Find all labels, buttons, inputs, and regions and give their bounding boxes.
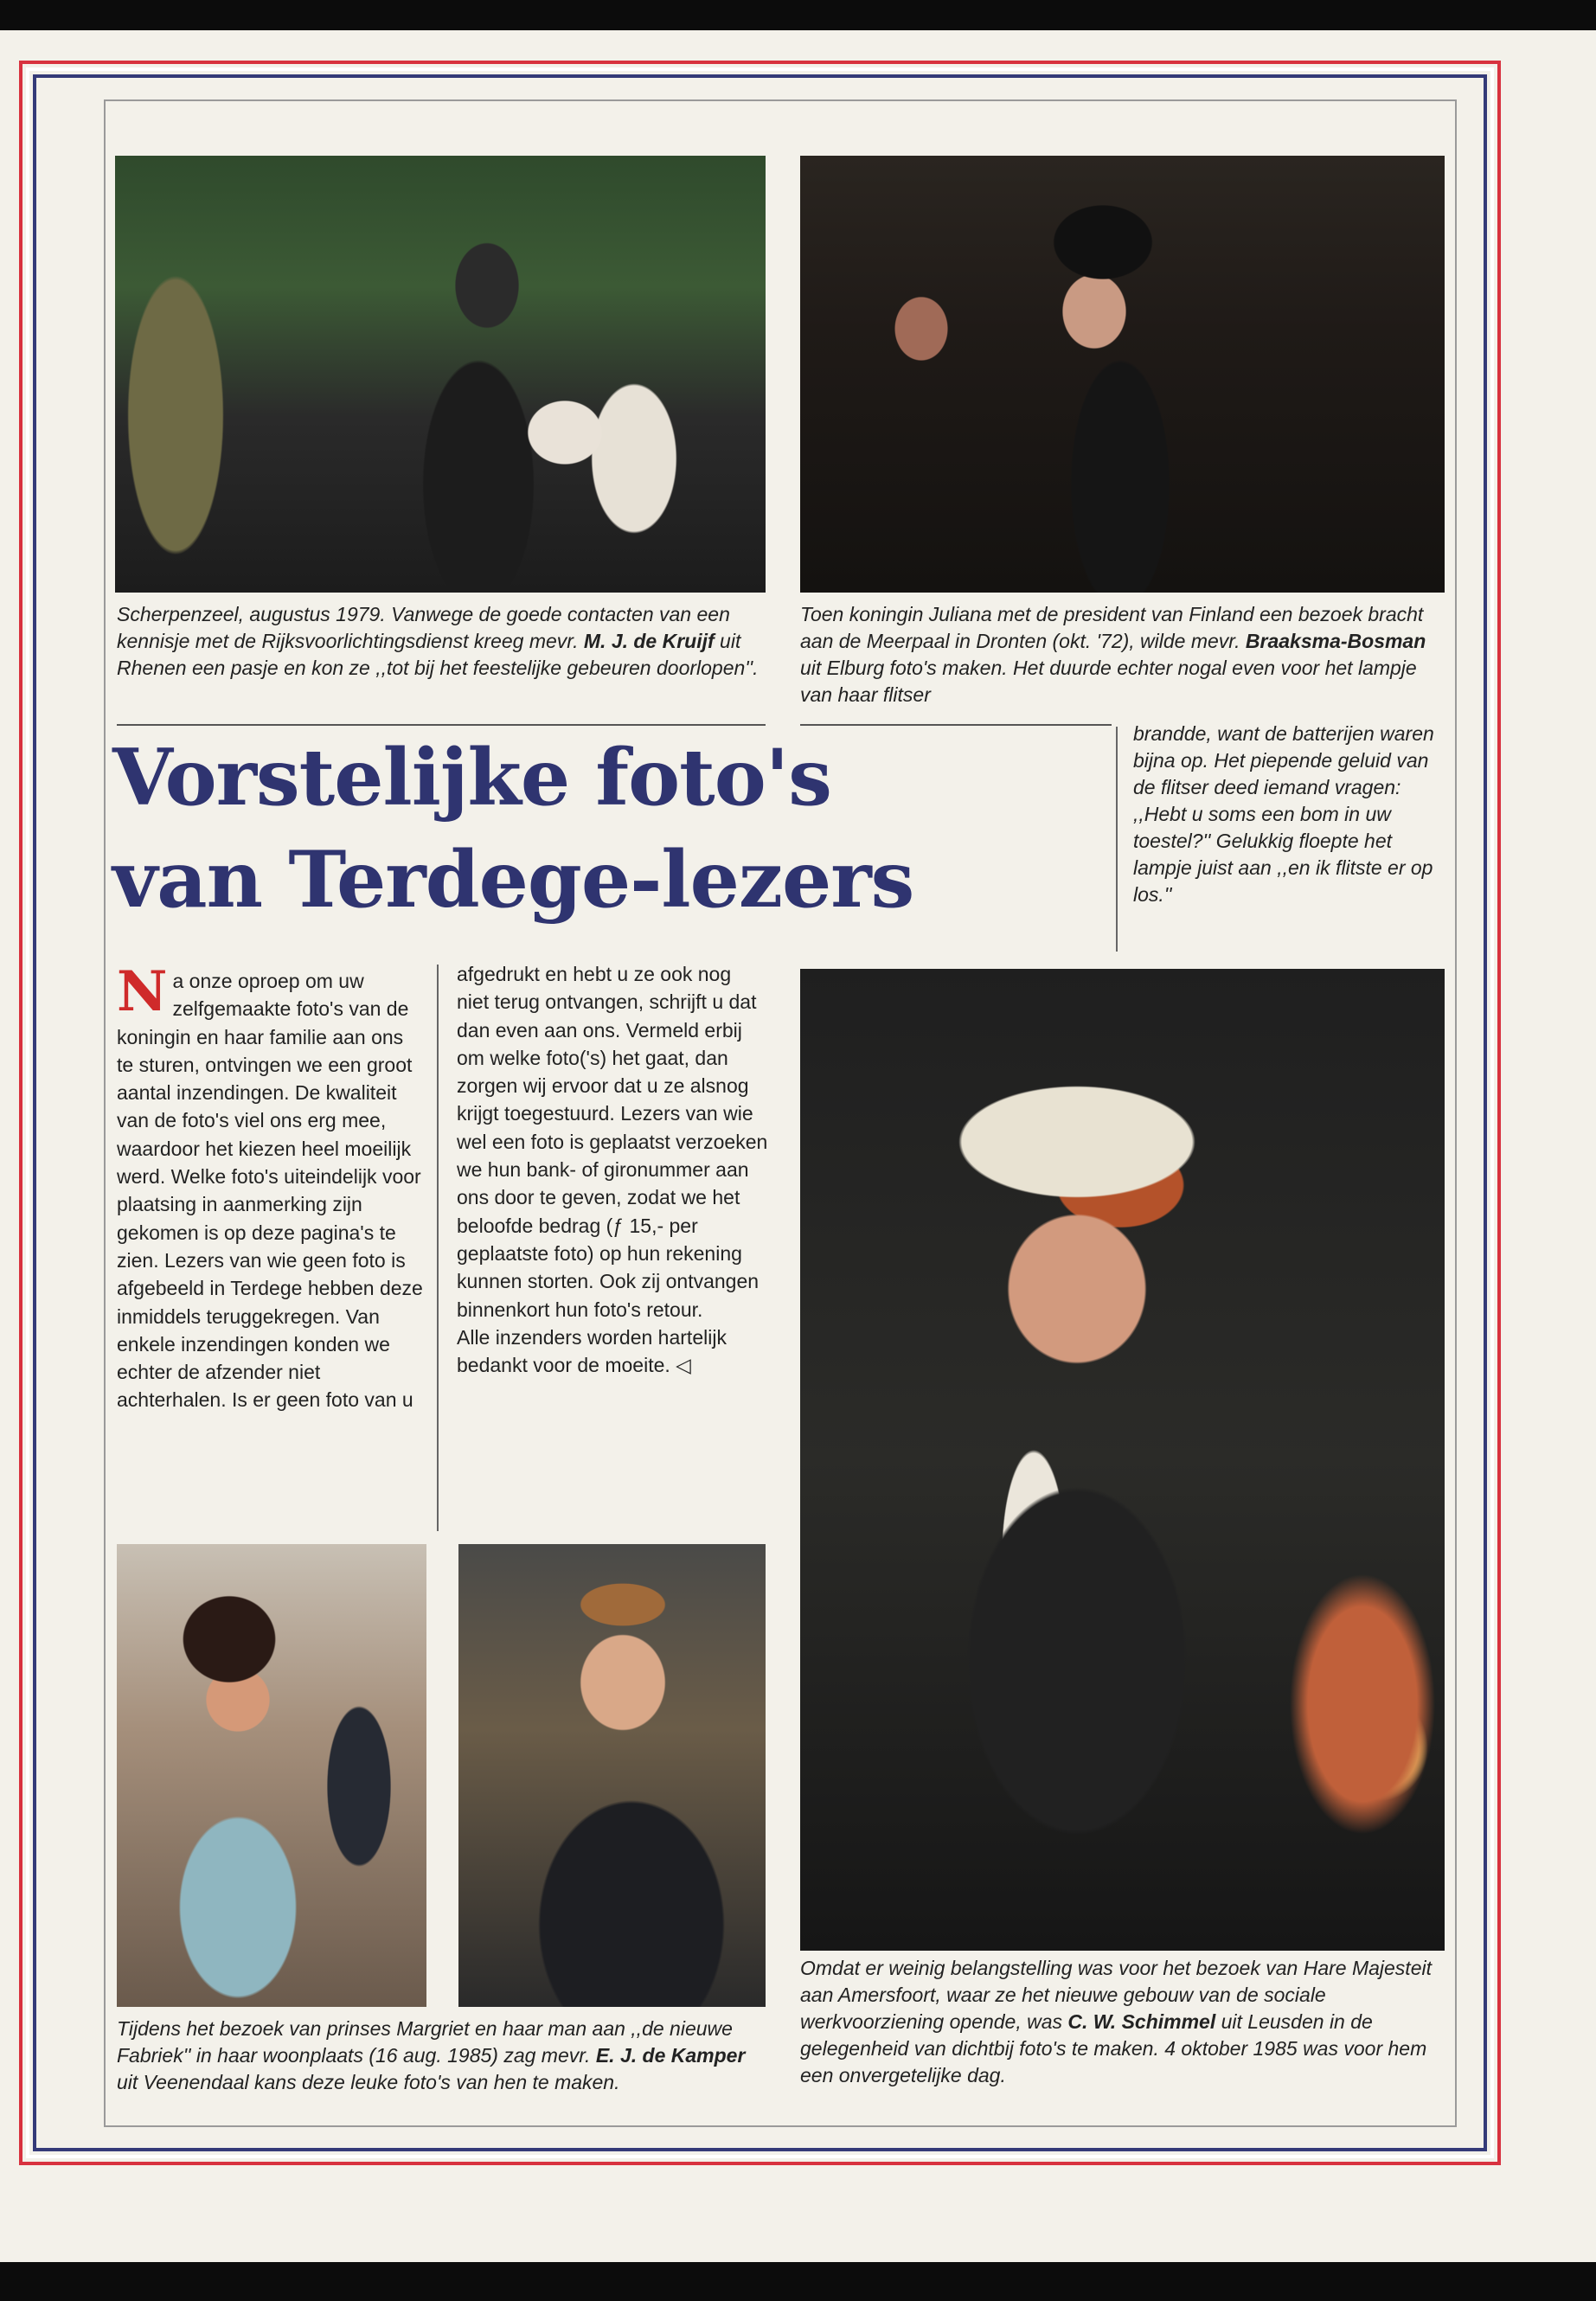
photo-top-left [115,156,766,593]
sidebar-rule [1116,727,1118,952]
caption-top-right: Toen koningin Juliana met de president van Finland een bezoek bracht aan de Meerpaal in Dronten (okt. '72), wilde mevr. Braaksma-Bosman uit Elburg foto's maken. Het duurde echter nogal even voor het lampje van haar flitser [800,603,1426,706]
article-title: Vorstelijke foto's van Terdege-lezers [112,732,914,926]
caption-top-right-continued: brandde, want de batterijen waren bijna op. Het piepende geluid van de flitser deed iemand vragen: ,,Hebt u soms een bom in uw toestel?'' Gelukkig floepte het lampje juist aan ,,en ik flitste er op los.'' [1133,722,1434,906]
rule-right [800,724,1112,726]
caption-bottom-pair: Tijdens het bezoek van prinses Margriet en haar man aan ,,de nieuwe Fabriek'' in haar woonplaats (16 aug. 1985) zag mevr. E. J. de Kamper uit Veenendaal kans deze leuke foto's van hen te maken. [117,2017,746,2093]
magazine-page [0,30,1596,2262]
photo-bottom-center [458,1544,766,2007]
rule-left [117,724,766,726]
column-rule [437,965,439,1531]
photo-bottom-right [800,969,1445,1951]
caption-bottom-right: Omdat er weinig belangstelling was voor het bezoek van Hare Majesteit aan Amersfoort, waar ze het nieuwe gebouw van de sociale werkvoorziening opende, was C. W. Schimmel uit Leusden in de gelegenheid van dichtbij foto's te maken. 4 oktober 1985 was voor hem een onvergetelijke dag. [800,1957,1432,2086]
photo-bottom-left [117,1544,426,2007]
article-column-1: Na onze oproep om uw zelfgemaakte foto's van de koningin en haar familie aan ons te sturen, ontvingen we een groot aantal inzendingen. De kwaliteit van de foto's viel ons erg mee, waardoor het kiezen heel moeilijk werd. Welke foto's uiteindelijk voor plaatsing in aanmerking zijn gekomen is op deze pagina's te zien. Lezers van wie geen foto is afgebeeld in Terdege hebben deze inmiddels teruggekregen. Van enkele inzendingen konden we echter de afzender niet achterhalen. Is er geen foto van u [117,959,423,1412]
dropcap: N [117,959,168,1024]
photo-top-right [800,156,1445,593]
article-column-2: afgedrukt en hebt u ze ook nog niet terug ontvangen, schrijft u dat dan even aan ons. Vermeld erbij om welke foto('s) het gaat, dan zorgen wij ervoor dat u ze alsnog krijgt toegestuurd. Lezers van wie wel een foto is geplaatst verzoeken we hun bank- of gironummer aan ons door te geven, zodat we het beloofde bedrag (ƒ 15,- per geplaatste foto) op hun rekening kunnen storten. Ook zij ontvangen binnenkort hun foto's retour. Alle inzenders worden hartelijk bedankt voor de moeite. ◁ [457,963,768,1377]
caption-top-left: Scherpenzeel, augustus 1979. Vanwege de goede contacten van een kennisje met de Rijksvoorlichtingsdienst kreeg mevr. M. J. de Kruijf uit Rhenen een pasje en kon ze ,,tot bij het feestelijke gebeuren doorlopen''. [117,603,759,679]
